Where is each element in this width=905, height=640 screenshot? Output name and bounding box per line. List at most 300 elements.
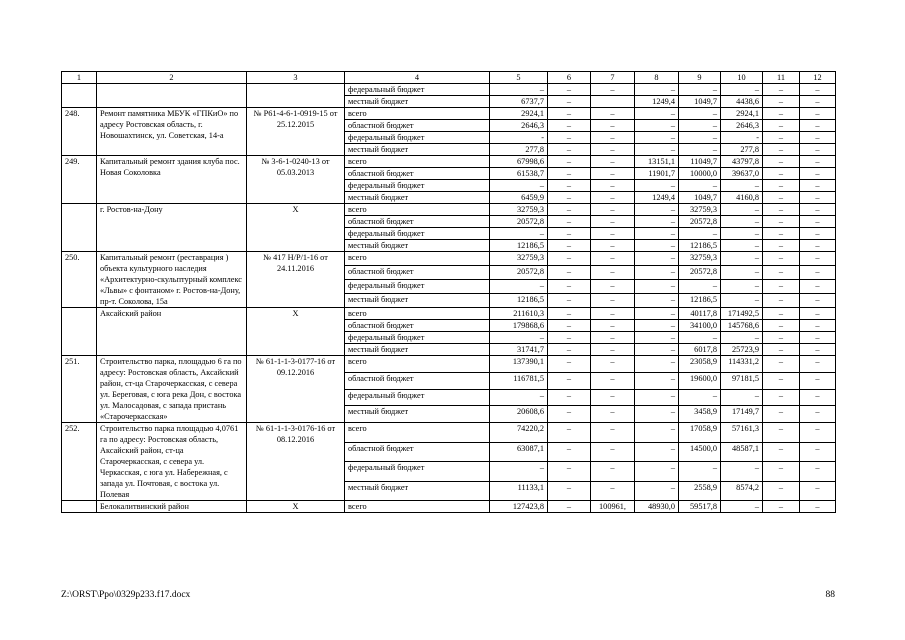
amount-cell: –: [591, 240, 635, 252]
amount-cell: 11901,7: [635, 168, 679, 180]
row-number: [62, 501, 97, 513]
amount-cell: –: [721, 462, 763, 482]
amount-cell: 67998,6: [490, 156, 548, 168]
budget-source: местный бюджет: [345, 344, 490, 356]
amount-cell: –: [548, 84, 591, 96]
amount-cell: –: [763, 144, 800, 156]
budget-table-sheet: [61, 71, 835, 513]
amount-cell: –: [591, 481, 635, 501]
amount-cell: –: [548, 266, 591, 280]
amount-cell: –: [635, 204, 679, 216]
amount-cell: –: [591, 356, 635, 373]
amount-cell: –: [635, 406, 679, 423]
amount-cell: –: [800, 96, 836, 108]
amount-cell: –: [635, 240, 679, 252]
amount-cell: –: [548, 180, 591, 192]
amount-cell: –: [635, 481, 679, 501]
amount-cell: 6737,7: [490, 96, 548, 108]
amount-cell: –: [591, 228, 635, 240]
amount-cell: –: [800, 462, 836, 482]
amount-cell: –: [591, 204, 635, 216]
amount-cell: –: [800, 144, 836, 156]
object-name: Белокалитвинский район: [97, 501, 247, 513]
amount-cell: 74220,2: [490, 423, 548, 443]
amount-cell: –: [800, 120, 836, 132]
amount-cell: 211610,3: [490, 308, 548, 320]
amount-cell: –: [721, 266, 763, 280]
amount-cell: –: [591, 120, 635, 132]
amount-cell: –: [763, 96, 800, 108]
amount-cell: 2924,1: [721, 108, 763, 120]
amount-cell: –: [591, 266, 635, 280]
amount-cell: –: [679, 120, 721, 132]
table-row: [62, 308, 836, 320]
amount-cell: [591, 96, 635, 108]
amount-cell: –: [635, 280, 679, 294]
amount-cell: –: [591, 344, 635, 356]
amount-cell: –: [635, 266, 679, 280]
row-number: 252.: [62, 423, 97, 501]
amount-cell: 31741,7: [490, 344, 548, 356]
column-number-row: [62, 72, 836, 84]
amount-cell: –: [548, 216, 591, 228]
amount-cell: –: [591, 156, 635, 168]
amount-cell: 20572,8: [679, 216, 721, 228]
object-name: Капитальный ремонт здания клуба пос. Новая Соколовка: [97, 156, 247, 204]
row-number: 250.: [62, 252, 97, 308]
amount-cell: 34100,0: [679, 320, 721, 332]
amount-cell: –: [800, 501, 836, 513]
amount-cell: –: [635, 423, 679, 443]
amount-cell: –: [635, 180, 679, 192]
row-number: [62, 204, 97, 252]
amount-cell: 40117,8: [679, 308, 721, 320]
budget-source: местный бюджет: [345, 96, 490, 108]
amount-cell: -: [721, 132, 763, 144]
amount-cell: 10000,0: [679, 168, 721, 180]
amount-cell: –: [721, 280, 763, 294]
amount-cell: –: [763, 156, 800, 168]
amount-cell: –: [548, 132, 591, 144]
amount-cell: –: [800, 228, 836, 240]
budget-source: всего: [345, 156, 490, 168]
amount-cell: –: [800, 344, 836, 356]
amount-cell: –: [591, 192, 635, 204]
amount-cell: –: [591, 423, 635, 443]
column-number: 1: [62, 72, 97, 84]
amount-cell: –: [800, 280, 836, 294]
row-number: 248.: [62, 108, 97, 156]
amount-cell: –: [548, 481, 591, 501]
column-number: 12: [800, 72, 836, 84]
column-number: 3: [247, 72, 345, 84]
amount-cell: 57161,3: [721, 423, 763, 443]
amount-cell: –: [548, 372, 591, 389]
object-name: Ремонт памятника МБУК «ГПКиО» по адресу Ростовская область, г. Новошахтинск, ул. Советская, 14-а: [97, 108, 247, 156]
amount-cell: –: [800, 204, 836, 216]
budget-source: федеральный бюджет: [345, 228, 490, 240]
budget-source: областной бюджет: [345, 266, 490, 280]
budget-source: областной бюджет: [345, 216, 490, 228]
amount-cell: –: [490, 389, 548, 406]
amount-cell: –: [490, 332, 548, 344]
amount-cell: –: [548, 356, 591, 373]
amount-cell: 145768,6: [721, 320, 763, 332]
amount-cell: –: [679, 180, 721, 192]
amount-cell: –: [763, 462, 800, 482]
amount-cell: –: [763, 216, 800, 228]
document-number: № 417 Н/Р/1-16 от 24.11.2016: [247, 252, 345, 308]
amount-cell: 277,8: [490, 144, 548, 156]
amount-cell: –: [548, 144, 591, 156]
amount-cell: 2646,3: [490, 120, 548, 132]
amount-cell: 6017,8: [679, 344, 721, 356]
amount-cell: –: [591, 308, 635, 320]
amount-cell: –: [800, 423, 836, 443]
budget-source: всего: [345, 308, 490, 320]
cont-col-3: [247, 84, 345, 108]
amount-cell: –: [635, 252, 679, 266]
page-number: 88: [825, 590, 835, 600]
amount-cell: 114331,2: [721, 356, 763, 373]
column-number: 7: [591, 72, 635, 84]
amount-cell: –: [763, 423, 800, 443]
amount-cell: –: [763, 389, 800, 406]
footer-file-path: Z:\ORST\Ppo\0329p233.f17.docx: [61, 590, 191, 600]
amount-cell: 11049,7: [679, 156, 721, 168]
amount-cell: –: [548, 156, 591, 168]
budget-source: областной бюджет: [345, 442, 490, 462]
amount-cell: –: [548, 280, 591, 294]
table-row: [62, 252, 836, 266]
budget-source: федеральный бюджет: [345, 332, 490, 344]
amount-cell: –: [763, 120, 800, 132]
amount-cell: 277,8: [721, 144, 763, 156]
amount-cell: –: [635, 462, 679, 482]
amount-cell: –: [548, 344, 591, 356]
amount-cell: –: [591, 168, 635, 180]
amount-cell: 1049,7: [679, 96, 721, 108]
amount-cell: –: [548, 423, 591, 443]
amount-cell: –: [763, 240, 800, 252]
amount-cell: 14500,0: [679, 442, 721, 462]
object-name: Капитальный ремонт (реставрация ) объекта культурного наследия «Архитектурно-скульптурный комплекс «Львы» с фонтаном» г. Ростов-на-Дону, пр-т. Соколова, 15а: [97, 252, 247, 308]
amount-cell: 13151,1: [635, 156, 679, 168]
document-number: Х: [247, 501, 345, 513]
budget-source: областной бюджет: [345, 168, 490, 180]
amount-cell: –: [635, 294, 679, 308]
amount-cell: 97181,5: [721, 372, 763, 389]
amount-cell: 43797,8: [721, 156, 763, 168]
amount-cell: –: [800, 308, 836, 320]
column-number: 11: [763, 72, 800, 84]
amount-cell: –: [800, 356, 836, 373]
budget-source: местный бюджет: [345, 406, 490, 423]
budget-source: местный бюджет: [345, 481, 490, 501]
amount-cell: –: [721, 228, 763, 240]
amount-cell: –: [763, 228, 800, 240]
row-number: [62, 308, 97, 356]
amount-cell: 100961,: [591, 501, 635, 513]
amount-cell: –: [763, 204, 800, 216]
amount-cell: –: [800, 332, 836, 344]
amount-cell: 32759,3: [679, 204, 721, 216]
amount-cell: –: [591, 216, 635, 228]
amount-cell: 171492,5: [721, 308, 763, 320]
table-row: [62, 84, 836, 96]
budget-source: местный бюджет: [345, 192, 490, 204]
amount-cell: 137390,1: [490, 356, 548, 373]
table-row: [62, 423, 836, 443]
budget-source: федеральный бюджет: [345, 180, 490, 192]
amount-cell: 4438,6: [721, 96, 763, 108]
amount-cell: –: [548, 406, 591, 423]
amount-cell: –: [548, 308, 591, 320]
amount-cell: –: [591, 320, 635, 332]
amount-cell: –: [800, 180, 836, 192]
object-name: г. Ростов-на-Дону: [97, 204, 247, 252]
amount-cell: –: [490, 84, 548, 96]
column-number: 10: [721, 72, 763, 84]
column-number: 6: [548, 72, 591, 84]
amount-cell: –: [800, 216, 836, 228]
amount-cell: 4160,8: [721, 192, 763, 204]
amount-cell: –: [548, 96, 591, 108]
amount-cell: 3458,9: [679, 406, 721, 423]
amount-cell: –: [800, 294, 836, 308]
amount-cell: –: [721, 216, 763, 228]
amount-cell: 17149,7: [721, 406, 763, 423]
amount-cell: –: [763, 132, 800, 144]
amount-cell: –: [800, 192, 836, 204]
amount-cell: –: [800, 320, 836, 332]
amount-cell: –: [490, 280, 548, 294]
amount-cell: –: [721, 84, 763, 96]
amount-cell: –: [800, 481, 836, 501]
table-row: [62, 204, 836, 216]
budget-source: федеральный бюджет: [345, 280, 490, 294]
amount-cell: –: [591, 180, 635, 192]
amount-cell: –: [635, 320, 679, 332]
amount-cell: –: [763, 252, 800, 266]
amount-cell: –: [635, 442, 679, 462]
amount-cell: –: [490, 180, 548, 192]
column-number: 2: [97, 72, 247, 84]
amount-cell: –: [721, 240, 763, 252]
amount-cell: 1249,4: [635, 96, 679, 108]
amount-cell: –: [591, 372, 635, 389]
amount-cell: –: [548, 442, 591, 462]
amount-cell: –: [763, 168, 800, 180]
amount-cell: –: [721, 294, 763, 308]
document-number: № 61-1-1-3-0176-16 от 08.12.2016: [247, 423, 345, 501]
amount-cell: –: [635, 372, 679, 389]
amount-cell: –: [800, 168, 836, 180]
amount-cell: 63087,1: [490, 442, 548, 462]
amount-cell: –: [490, 462, 548, 482]
amount-cell: 2924,1: [490, 108, 548, 120]
amount-cell: –: [548, 320, 591, 332]
object-name: Аксайский район: [97, 308, 247, 356]
amount-cell: 20608,6: [490, 406, 548, 423]
amount-cell: –: [548, 168, 591, 180]
amount-cell: –: [800, 389, 836, 406]
amount-cell: –: [679, 462, 721, 482]
amount-cell: –: [721, 332, 763, 344]
amount-cell: –: [763, 320, 800, 332]
budget-source: областной бюджет: [345, 320, 490, 332]
amount-cell: –: [591, 280, 635, 294]
amount-cell: –: [635, 132, 679, 144]
amount-cell: –: [635, 228, 679, 240]
amount-cell: 12186,5: [679, 294, 721, 308]
amount-cell: 116781,5: [490, 372, 548, 389]
amount-cell: –: [763, 442, 800, 462]
amount-cell: –: [763, 356, 800, 373]
amount-cell: 32759,3: [490, 252, 548, 266]
amount-cell: –: [721, 204, 763, 216]
amount-cell: –: [548, 501, 591, 513]
table-row: [62, 356, 836, 373]
amount-cell: –: [763, 372, 800, 389]
document-number: № 61-1-1-3-0177-16 от 09.12.2016: [247, 356, 345, 423]
amount-cell: –: [800, 132, 836, 144]
document-number: Х: [247, 204, 345, 252]
budget-source: федеральный бюджет: [345, 132, 490, 144]
amount-cell: 6459,9: [490, 192, 548, 204]
amount-cell: –: [548, 192, 591, 204]
budget-source: местный бюджет: [345, 294, 490, 308]
amount-cell: –: [548, 204, 591, 216]
budget-source: местный бюджет: [345, 240, 490, 252]
amount-cell: –: [800, 406, 836, 423]
table-row: [62, 108, 836, 120]
amount-cell: –: [548, 228, 591, 240]
amount-cell: –: [679, 332, 721, 344]
amount-cell: –: [635, 332, 679, 344]
budget-source: федеральный бюджет: [345, 389, 490, 406]
row-number: 251.: [62, 356, 97, 423]
amount-cell: -: [490, 132, 548, 144]
amount-cell: –: [763, 266, 800, 280]
budget-source: областной бюджет: [345, 120, 490, 132]
object-name: Строительство парка, площадью 6 га по адресу: Ростовская область, Аксайский район, ст-ца Старочеркасская, с севера ул. Береговая, с юга река Дон, с востока ул. Малосадовая, с запада пристань «Старочеркасская»: [97, 356, 247, 423]
amount-cell: –: [548, 462, 591, 482]
amount-cell: –: [679, 108, 721, 120]
amount-cell: 8574,2: [721, 481, 763, 501]
amount-cell: 2646,3: [721, 120, 763, 132]
amount-cell: –: [635, 84, 679, 96]
amount-cell: –: [635, 144, 679, 156]
amount-cell: –: [635, 356, 679, 373]
budget-source: федеральный бюджет: [345, 462, 490, 482]
amount-cell: –: [721, 180, 763, 192]
amount-cell: –: [635, 120, 679, 132]
amount-cell: –: [800, 266, 836, 280]
amount-cell: –: [763, 481, 800, 501]
amount-cell: –: [635, 108, 679, 120]
amount-cell: –: [490, 228, 548, 240]
budget-source: всего: [345, 108, 490, 120]
amount-cell: 1049,7: [679, 192, 721, 204]
budget-source: федеральный бюджет: [345, 84, 490, 96]
amount-cell: –: [635, 216, 679, 228]
column-number: 5: [490, 72, 548, 84]
budget-source: областной бюджет: [345, 372, 490, 389]
amount-cell: 179868,6: [490, 320, 548, 332]
amount-cell: 61538,7: [490, 168, 548, 180]
amount-cell: –: [591, 462, 635, 482]
amount-cell: 1249,4: [635, 192, 679, 204]
document-number: Х: [247, 308, 345, 356]
column-number: 4: [345, 72, 490, 84]
amount-cell: 32759,3: [679, 252, 721, 266]
amount-cell: –: [548, 252, 591, 266]
amount-cell: 12186,5: [679, 240, 721, 252]
amount-cell: –: [591, 294, 635, 308]
amount-cell: –: [800, 84, 836, 96]
amount-cell: –: [591, 132, 635, 144]
amount-cell: –: [763, 294, 800, 308]
amount-cell: –: [800, 240, 836, 252]
document-number: № Р61-4-6-1-0919-15 от 25.12.2015: [247, 108, 345, 156]
amount-cell: –: [548, 120, 591, 132]
amount-cell: –: [548, 240, 591, 252]
amount-cell: –: [763, 180, 800, 192]
amount-cell: –: [763, 280, 800, 294]
budget-source: всего: [345, 204, 490, 216]
amount-cell: 48587,1: [721, 442, 763, 462]
amount-cell: –: [800, 372, 836, 389]
amount-cell: 48930,0: [635, 501, 679, 513]
amount-cell: 59517,8: [679, 501, 721, 513]
amount-cell: 19600,0: [679, 372, 721, 389]
budget-source: всего: [345, 501, 490, 513]
budget-source: всего: [345, 252, 490, 266]
amount-cell: –: [548, 294, 591, 308]
cont-col-1: [62, 84, 97, 108]
amount-cell: –: [763, 332, 800, 344]
amount-cell: –: [763, 192, 800, 204]
amount-cell: 2558,9: [679, 481, 721, 501]
amount-cell: –: [635, 308, 679, 320]
amount-cell: –: [679, 228, 721, 240]
amount-cell: –: [591, 442, 635, 462]
amount-cell: –: [591, 84, 635, 96]
amount-cell: 12186,5: [490, 294, 548, 308]
amount-cell: 20572,8: [490, 266, 548, 280]
table-row: [62, 156, 836, 168]
budget-table: [61, 71, 836, 513]
amount-cell: –: [548, 389, 591, 406]
amount-cell: –: [679, 132, 721, 144]
amount-cell: –: [591, 332, 635, 344]
amount-cell: 25723,9: [721, 344, 763, 356]
amount-cell: 127423,8: [490, 501, 548, 513]
cont-col-2: [97, 84, 247, 108]
amount-cell: –: [763, 406, 800, 423]
budget-source: всего: [345, 356, 490, 373]
amount-cell: 23058,9: [679, 356, 721, 373]
amount-cell: –: [591, 252, 635, 266]
amount-cell: –: [721, 252, 763, 266]
amount-cell: –: [800, 442, 836, 462]
table-row: [62, 501, 836, 513]
amount-cell: 20572,8: [490, 216, 548, 228]
amount-cell: –: [721, 501, 763, 513]
amount-cell: –: [763, 344, 800, 356]
amount-cell: –: [548, 108, 591, 120]
